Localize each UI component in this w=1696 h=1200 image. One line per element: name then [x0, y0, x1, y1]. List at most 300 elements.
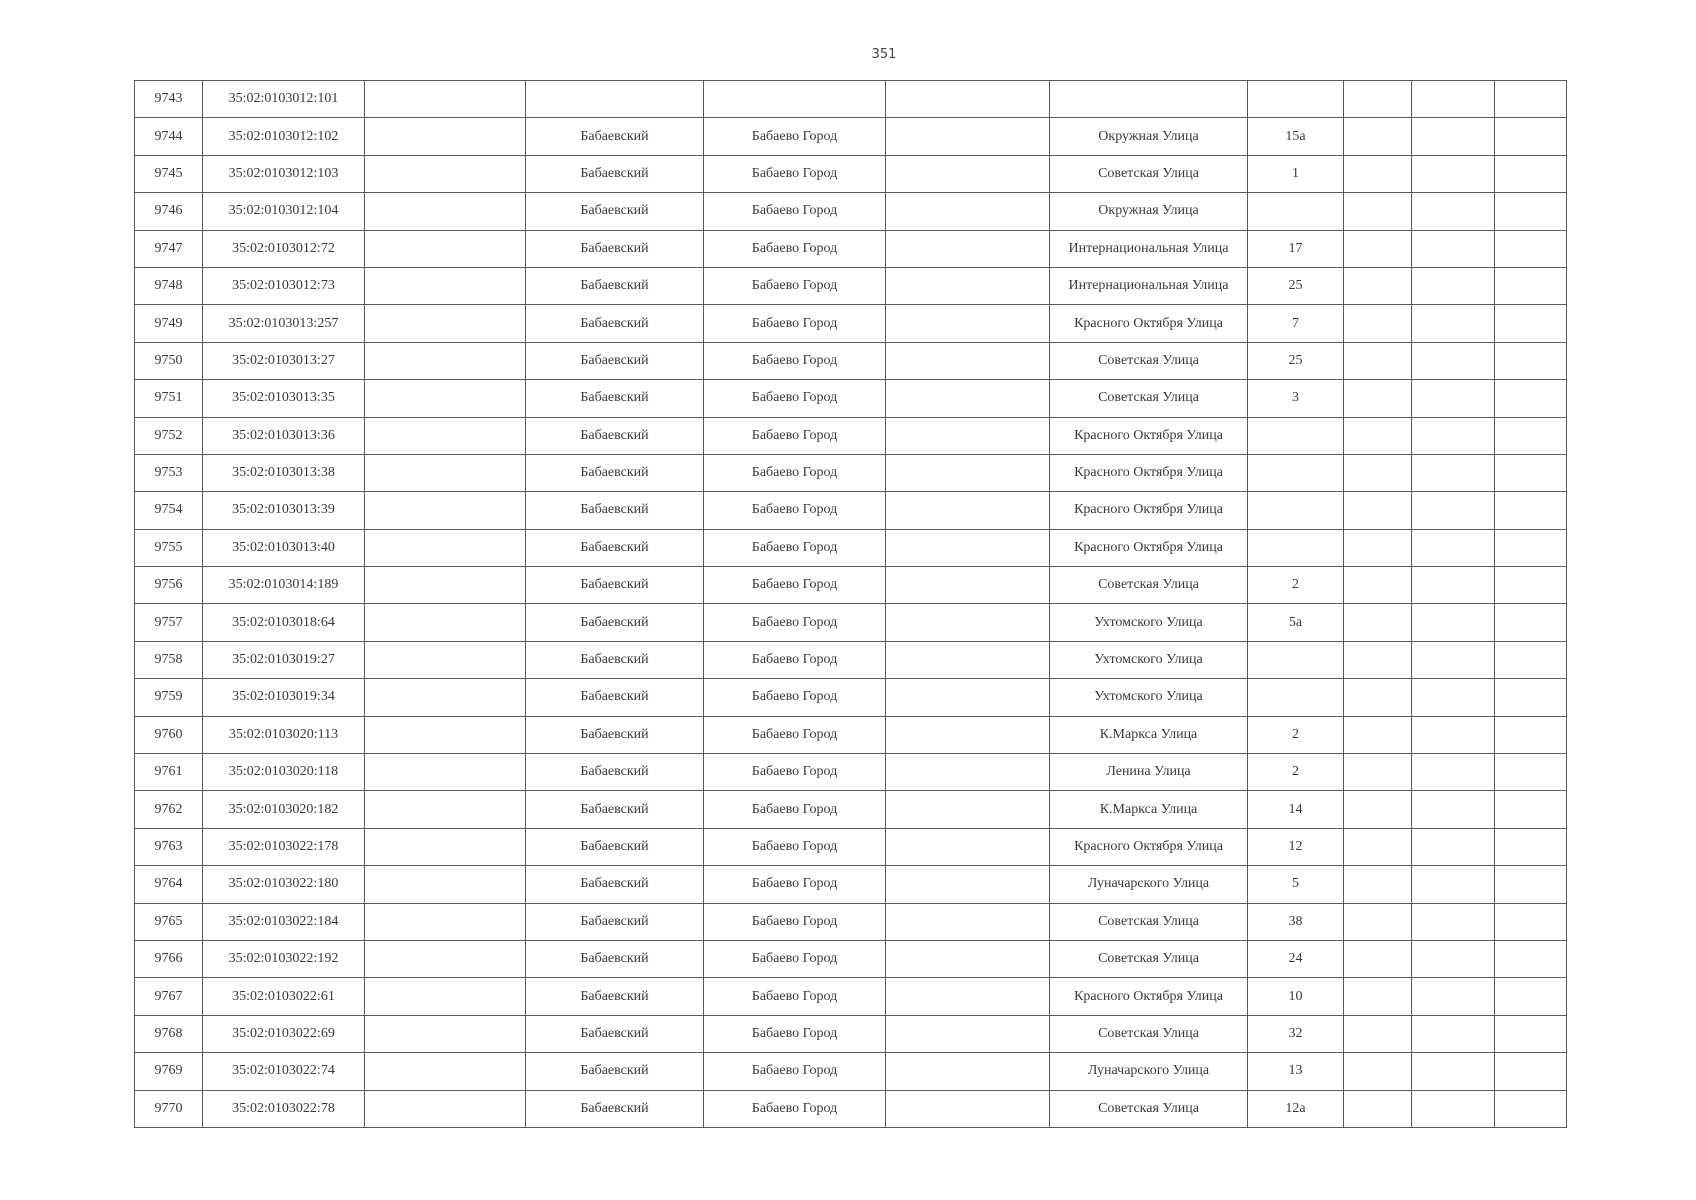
blank-cell [365, 155, 526, 192]
empty-cell [1412, 380, 1495, 417]
blank-cell [886, 940, 1050, 977]
table-row [135, 716, 1567, 753]
blank-cell [365, 492, 526, 529]
district-cell: Бабаевский [526, 267, 704, 304]
cadastral-number-cell: 35:02:0103020:182 [203, 791, 365, 828]
blank-cell [886, 193, 1050, 230]
empty-cell [1412, 267, 1495, 304]
empty-cell [1495, 567, 1567, 604]
empty-cell [1344, 791, 1412, 828]
empty-cell [1412, 679, 1495, 716]
empty-cell [1344, 118, 1412, 155]
district-cell: Бабаевский [526, 679, 704, 716]
street-cell: Красного Октября Улица [1050, 417, 1248, 454]
empty-cell [1344, 828, 1412, 865]
empty-cell [1412, 754, 1495, 791]
table-row [135, 193, 1567, 230]
row-number-cell: 9767 [135, 978, 203, 1015]
table-row [135, 380, 1567, 417]
district-cell: Бабаевский [526, 604, 704, 641]
blank-cell [365, 230, 526, 267]
table-row [135, 155, 1567, 192]
street-cell: Советская Улица [1050, 380, 1248, 417]
settlement-cell: Бабаево Город [704, 380, 886, 417]
settlement-cell: Бабаево Город [704, 866, 886, 903]
district-cell: Бабаевский [526, 155, 704, 192]
house-number-cell [1248, 193, 1344, 230]
empty-cell [1495, 1090, 1567, 1127]
district-cell: Бабаевский [526, 454, 704, 491]
settlement-cell: Бабаево Город [704, 604, 886, 641]
settlement-cell [704, 81, 886, 118]
blank-cell [365, 529, 526, 566]
settlement-cell: Бабаево Город [704, 305, 886, 342]
empty-cell [1344, 940, 1412, 977]
empty-cell [1495, 1053, 1567, 1090]
table-row [135, 866, 1567, 903]
settlement-cell: Бабаево Город [704, 267, 886, 304]
row-number-cell: 9756 [135, 567, 203, 604]
street-cell: Красного Октября Улица [1050, 828, 1248, 865]
empty-cell [1495, 155, 1567, 192]
blank-cell [365, 828, 526, 865]
empty-cell [1412, 230, 1495, 267]
row-number-cell: 9753 [135, 454, 203, 491]
house-number-cell: 32 [1248, 1015, 1344, 1052]
settlement-cell: Бабаево Город [704, 754, 886, 791]
cadastral-number-cell: 35:02:0103020:118 [203, 754, 365, 791]
blank-cell [886, 716, 1050, 753]
blank-cell [886, 118, 1050, 155]
street-cell: Интернациональная Улица [1050, 267, 1248, 304]
district-cell: Бабаевский [526, 305, 704, 342]
district-cell: Бабаевский [526, 1053, 704, 1090]
empty-cell [1344, 903, 1412, 940]
house-number-cell [1248, 81, 1344, 118]
house-number-cell: 12 [1248, 828, 1344, 865]
table-row [135, 1053, 1567, 1090]
empty-cell [1495, 342, 1567, 379]
cadastral-number-cell: 35:02:0103013:35 [203, 380, 365, 417]
table-row [135, 118, 1567, 155]
house-number-cell [1248, 454, 1344, 491]
settlement-cell: Бабаево Город [704, 1015, 886, 1052]
empty-cell [1344, 604, 1412, 641]
blank-cell [365, 978, 526, 1015]
street-cell: Интернациональная Улица [1050, 230, 1248, 267]
empty-cell [1495, 454, 1567, 491]
empty-cell [1412, 641, 1495, 678]
empty-cell [1412, 1090, 1495, 1127]
blank-cell [365, 380, 526, 417]
settlement-cell: Бабаево Город [704, 978, 886, 1015]
street-cell: Советская Улица [1050, 940, 1248, 977]
cadastral-number-cell: 35:02:0103019:34 [203, 679, 365, 716]
empty-cell [1412, 828, 1495, 865]
street-cell: Луначарского Улица [1050, 1053, 1248, 1090]
blank-cell [886, 754, 1050, 791]
table-row [135, 305, 1567, 342]
empty-cell [1344, 1053, 1412, 1090]
row-number-cell: 9745 [135, 155, 203, 192]
empty-cell [1495, 417, 1567, 454]
blank-cell [886, 791, 1050, 828]
house-number-cell: 15а [1248, 118, 1344, 155]
row-number-cell: 9766 [135, 940, 203, 977]
empty-cell [1344, 417, 1412, 454]
table-row [135, 267, 1567, 304]
empty-cell [1412, 1015, 1495, 1052]
row-number-cell: 9770 [135, 1090, 203, 1127]
blank-cell [365, 342, 526, 379]
district-cell: Бабаевский [526, 567, 704, 604]
blank-cell [886, 866, 1050, 903]
blank-cell [365, 305, 526, 342]
district-cell: Бабаевский [526, 791, 704, 828]
house-number-cell: 10 [1248, 978, 1344, 1015]
house-number-cell [1248, 492, 1344, 529]
table-row [135, 1015, 1567, 1052]
settlement-cell: Бабаево Город [704, 828, 886, 865]
empty-cell [1495, 641, 1567, 678]
blank-cell [365, 267, 526, 304]
row-number-cell: 9746 [135, 193, 203, 230]
street-cell: Советская Улица [1050, 1015, 1248, 1052]
table-row [135, 230, 1567, 267]
settlement-cell: Бабаево Город [704, 230, 886, 267]
table-row [135, 641, 1567, 678]
settlement-cell: Бабаево Город [704, 641, 886, 678]
empty-cell [1344, 679, 1412, 716]
table-row [135, 978, 1567, 1015]
empty-cell [1412, 604, 1495, 641]
empty-cell [1495, 978, 1567, 1015]
cadastral-number-cell: 35:02:0103013:36 [203, 417, 365, 454]
house-number-cell: 1 [1248, 155, 1344, 192]
house-number-cell: 25 [1248, 267, 1344, 304]
empty-cell [1344, 193, 1412, 230]
empty-cell [1412, 118, 1495, 155]
empty-cell [1495, 754, 1567, 791]
street-cell: Советская Улица [1050, 155, 1248, 192]
district-cell: Бабаевский [526, 417, 704, 454]
empty-cell [1495, 230, 1567, 267]
settlement-cell: Бабаево Город [704, 1053, 886, 1090]
empty-cell [1412, 81, 1495, 118]
cadastral-number-cell: 35:02:0103022:69 [203, 1015, 365, 1052]
table-row [135, 567, 1567, 604]
street-cell: К.Маркса Улица [1050, 791, 1248, 828]
empty-cell [1412, 978, 1495, 1015]
house-number-cell: 5а [1248, 604, 1344, 641]
blank-cell [365, 1015, 526, 1052]
empty-cell [1412, 305, 1495, 342]
empty-cell [1495, 679, 1567, 716]
cadastral-number-cell: 35:02:0103019:27 [203, 641, 365, 678]
row-number-cell: 9751 [135, 380, 203, 417]
empty-cell [1344, 492, 1412, 529]
street-cell: Красного Октября Улица [1050, 305, 1248, 342]
house-number-cell: 25 [1248, 342, 1344, 379]
street-cell: Окружная Улица [1050, 118, 1248, 155]
empty-cell [1495, 81, 1567, 118]
empty-cell [1495, 529, 1567, 566]
blank-cell [365, 791, 526, 828]
blank-cell [886, 828, 1050, 865]
empty-cell [1495, 193, 1567, 230]
blank-cell [886, 529, 1050, 566]
row-number-cell: 9761 [135, 754, 203, 791]
table-row [135, 342, 1567, 379]
row-number-cell: 9758 [135, 641, 203, 678]
row-number-cell: 9752 [135, 417, 203, 454]
row-number-cell: 9762 [135, 791, 203, 828]
settlement-cell: Бабаево Город [704, 716, 886, 753]
empty-cell [1495, 903, 1567, 940]
empty-cell [1344, 380, 1412, 417]
empty-cell [1344, 567, 1412, 604]
street-cell: Ленина Улица [1050, 754, 1248, 791]
house-number-cell [1248, 529, 1344, 566]
empty-cell [1412, 155, 1495, 192]
district-cell: Бабаевский [526, 1090, 704, 1127]
empty-cell [1495, 866, 1567, 903]
settlement-cell: Бабаево Город [704, 903, 886, 940]
street-cell: Красного Октября Улица [1050, 978, 1248, 1015]
street-cell: Советская Улица [1050, 567, 1248, 604]
table-body [135, 81, 1567, 1128]
cadastral-number-cell: 35:02:0103013:27 [203, 342, 365, 379]
street-cell: Советская Улица [1050, 342, 1248, 379]
street-cell: Окружная Улица [1050, 193, 1248, 230]
street-cell: Ухтомского Улица [1050, 679, 1248, 716]
cadastral-number-cell: 35:02:0103022:192 [203, 940, 365, 977]
row-number-cell: 9760 [135, 716, 203, 753]
settlement-cell: Бабаево Город [704, 193, 886, 230]
empty-cell [1412, 903, 1495, 940]
empty-cell [1412, 940, 1495, 977]
empty-cell [1344, 454, 1412, 491]
empty-cell [1344, 305, 1412, 342]
street-cell: Ухтомского Улица [1050, 641, 1248, 678]
cadastral-number-cell: 35:02:0103013:39 [203, 492, 365, 529]
blank-cell [365, 193, 526, 230]
empty-cell [1412, 529, 1495, 566]
table-row [135, 903, 1567, 940]
cadastral-number-cell: 35:02:0103014:189 [203, 567, 365, 604]
blank-cell [365, 754, 526, 791]
house-number-cell [1248, 417, 1344, 454]
street-cell: Красного Октября Улица [1050, 492, 1248, 529]
cadastral-number-cell: 35:02:0103012:73 [203, 267, 365, 304]
table-row [135, 754, 1567, 791]
empty-cell [1495, 716, 1567, 753]
row-number-cell: 9754 [135, 492, 203, 529]
blank-cell [886, 417, 1050, 454]
cadastral-number-cell: 35:02:0103022:61 [203, 978, 365, 1015]
empty-cell [1412, 342, 1495, 379]
house-number-cell: 12а [1248, 1090, 1344, 1127]
empty-cell [1495, 791, 1567, 828]
street-cell: Ухтомского Улица [1050, 604, 1248, 641]
blank-cell [886, 454, 1050, 491]
row-number-cell: 9750 [135, 342, 203, 379]
row-number-cell: 9768 [135, 1015, 203, 1052]
house-number-cell: 3 [1248, 380, 1344, 417]
cadastral-number-cell: 35:02:0103022:184 [203, 903, 365, 940]
house-number-cell [1248, 641, 1344, 678]
row-number-cell: 9748 [135, 267, 203, 304]
blank-cell [365, 417, 526, 454]
row-number-cell: 9747 [135, 230, 203, 267]
empty-cell [1344, 1090, 1412, 1127]
district-cell: Бабаевский [526, 716, 704, 753]
table-row [135, 454, 1567, 491]
cadastral-number-cell: 35:02:0103022:78 [203, 1090, 365, 1127]
blank-cell [365, 118, 526, 155]
empty-cell [1495, 118, 1567, 155]
blank-cell [365, 716, 526, 753]
row-number-cell: 9755 [135, 529, 203, 566]
cadastral-number-cell: 35:02:0103012:103 [203, 155, 365, 192]
registry-table [134, 80, 1567, 1128]
settlement-cell: Бабаево Город [704, 529, 886, 566]
table-row [135, 1090, 1567, 1127]
settlement-cell: Бабаево Город [704, 679, 886, 716]
district-cell: Бабаевский [526, 940, 704, 977]
cadastral-number-cell: 35:02:0103012:104 [203, 193, 365, 230]
row-number-cell: 9763 [135, 828, 203, 865]
blank-cell [365, 1090, 526, 1127]
empty-cell [1344, 716, 1412, 753]
empty-cell [1344, 978, 1412, 1015]
blank-cell [886, 1090, 1050, 1127]
street-cell: Красного Октября Улица [1050, 454, 1248, 491]
blank-cell [365, 940, 526, 977]
empty-cell [1495, 380, 1567, 417]
blank-cell [886, 604, 1050, 641]
house-number-cell: 38 [1248, 903, 1344, 940]
house-number-cell: 2 [1248, 716, 1344, 753]
district-cell [526, 81, 704, 118]
settlement-cell: Бабаево Город [704, 940, 886, 977]
blank-cell [365, 679, 526, 716]
empty-cell [1344, 754, 1412, 791]
empty-cell [1495, 1015, 1567, 1052]
empty-cell [1412, 567, 1495, 604]
district-cell: Бабаевский [526, 193, 704, 230]
empty-cell [1344, 866, 1412, 903]
cadastral-number-cell: 35:02:0103012:102 [203, 118, 365, 155]
empty-cell [1495, 828, 1567, 865]
row-number-cell: 9749 [135, 305, 203, 342]
empty-cell [1495, 604, 1567, 641]
district-cell: Бабаевский [526, 1015, 704, 1052]
settlement-cell: Бабаево Город [704, 118, 886, 155]
blank-cell [365, 866, 526, 903]
blank-cell [365, 81, 526, 118]
cadastral-number-cell: 35:02:0103013:38 [203, 454, 365, 491]
empty-cell [1412, 417, 1495, 454]
blank-cell [365, 1053, 526, 1090]
blank-cell [886, 380, 1050, 417]
cadastral-number-cell: 35:02:0103022:180 [203, 866, 365, 903]
house-number-cell: 14 [1248, 791, 1344, 828]
empty-cell [1344, 342, 1412, 379]
district-cell: Бабаевский [526, 828, 704, 865]
blank-cell [886, 567, 1050, 604]
empty-cell [1344, 81, 1412, 118]
blank-cell [365, 604, 526, 641]
district-cell: Бабаевский [526, 342, 704, 379]
table-row [135, 492, 1567, 529]
empty-cell [1412, 716, 1495, 753]
cadastral-number-cell: 35:02:0103013:40 [203, 529, 365, 566]
empty-cell [1412, 492, 1495, 529]
table-row [135, 828, 1567, 865]
cadastral-number-cell: 35:02:0103012:72 [203, 230, 365, 267]
empty-cell [1344, 155, 1412, 192]
empty-cell [1412, 193, 1495, 230]
blank-cell [886, 230, 1050, 267]
cadastral-number-cell: 35:02:0103022:74 [203, 1053, 365, 1090]
district-cell: Бабаевский [526, 978, 704, 1015]
table-row [135, 417, 1567, 454]
row-number-cell: 9757 [135, 604, 203, 641]
blank-cell [365, 567, 526, 604]
table-row [135, 791, 1567, 828]
street-cell [1050, 81, 1248, 118]
blank-cell [886, 492, 1050, 529]
house-number-cell: 2 [1248, 754, 1344, 791]
blank-cell [886, 267, 1050, 304]
settlement-cell: Бабаево Город [704, 567, 886, 604]
empty-cell [1412, 454, 1495, 491]
empty-cell [1344, 1015, 1412, 1052]
blank-cell [886, 1015, 1050, 1052]
page-number: 351 [871, 47, 897, 62]
district-cell: Бабаевский [526, 380, 704, 417]
district-cell: Бабаевский [526, 118, 704, 155]
row-number-cell: 9743 [135, 81, 203, 118]
blank-cell [886, 1053, 1050, 1090]
settlement-cell: Бабаево Город [704, 155, 886, 192]
cadastral-number-cell: 35:02:0103022:178 [203, 828, 365, 865]
table-row [135, 529, 1567, 566]
district-cell: Бабаевский [526, 641, 704, 678]
blank-cell [886, 155, 1050, 192]
empty-cell [1344, 529, 1412, 566]
settlement-cell: Бабаево Город [704, 791, 886, 828]
row-number-cell: 9744 [135, 118, 203, 155]
blank-cell [365, 641, 526, 678]
empty-cell [1495, 492, 1567, 529]
row-number-cell: 9764 [135, 866, 203, 903]
house-number-cell: 24 [1248, 940, 1344, 977]
house-number-cell: 17 [1248, 230, 1344, 267]
settlement-cell: Бабаево Город [704, 1090, 886, 1127]
settlement-cell: Бабаево Город [704, 492, 886, 529]
district-cell: Бабаевский [526, 903, 704, 940]
empty-cell [1412, 791, 1495, 828]
street-cell: Советская Улица [1050, 903, 1248, 940]
table-row [135, 604, 1567, 641]
district-cell: Бабаевский [526, 230, 704, 267]
house-number-cell: 13 [1248, 1053, 1344, 1090]
cadastral-number-cell: 35:02:0103020:113 [203, 716, 365, 753]
empty-cell [1495, 940, 1567, 977]
table-row [135, 81, 1567, 118]
